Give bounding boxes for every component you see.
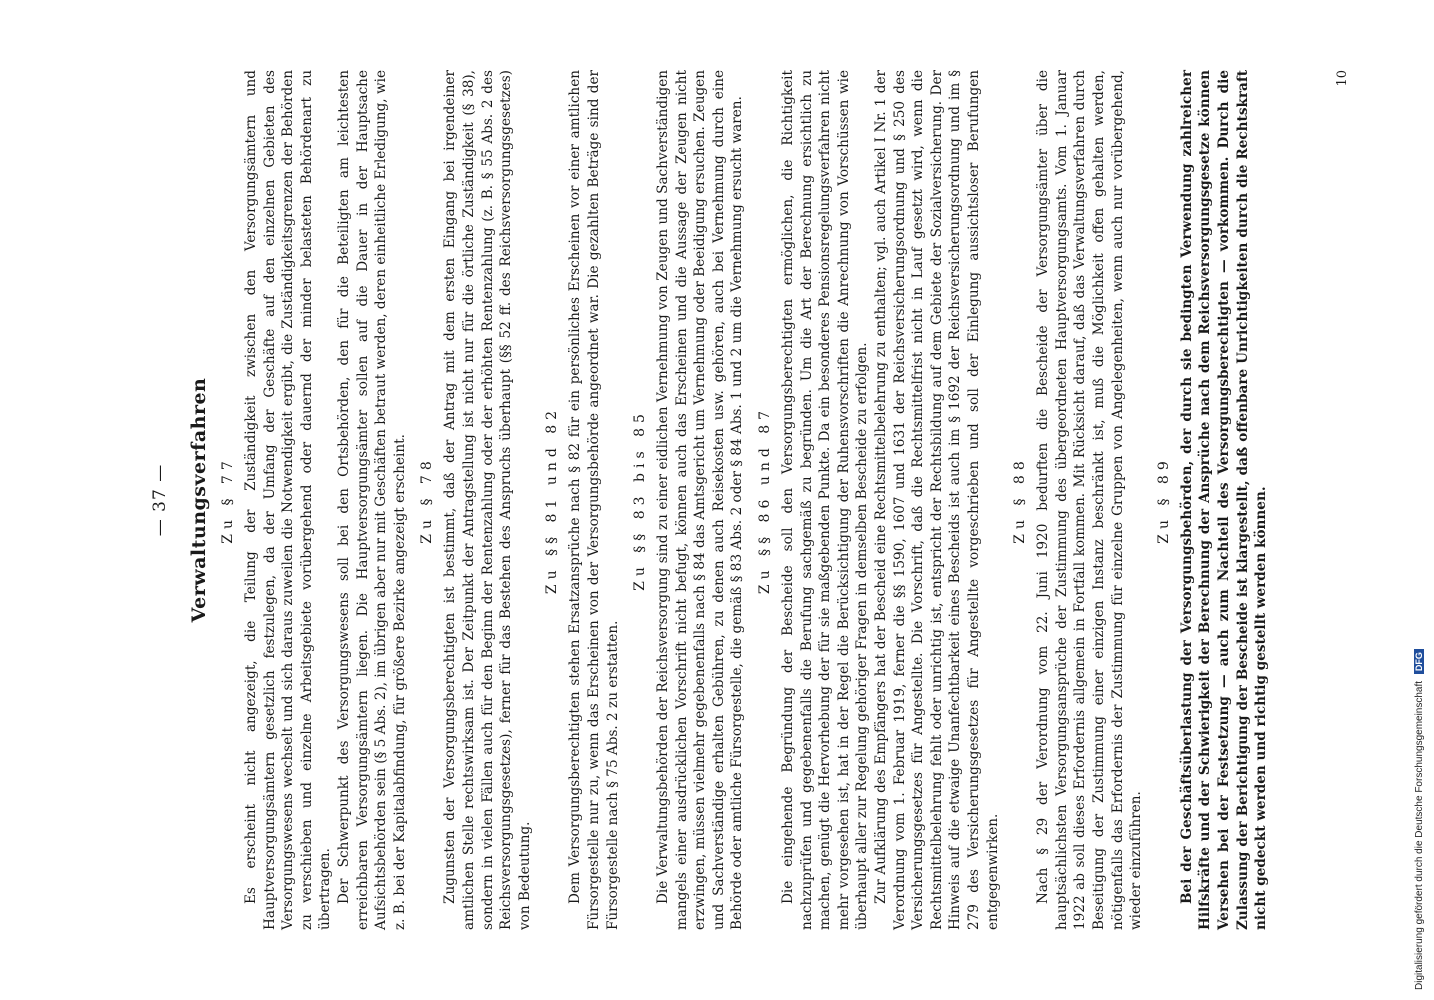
paragraph: Es erscheint nicht angezeigt, die Teilung der Zuständigkeit zwischen den Versorgungsämtern und Hauptversorgungsämtern gesetzlich festzulegen, da der Umfang der Geschäfte auf den einzelnen Gebieten des Versorgungswesens wechselt und sich daraus zuweilen die Notwendigkeit ergibt, die Zuständigkeitsgrenzen der Behörden zu verschieben und einzelne Arbeitsgebiete vorübergehend oder dauernd der minder belasteten Behördenart zu übertragen. [243, 70, 334, 930]
section-title: Zu §§ 86 und 87 [757, 405, 774, 595]
section-89 [1156, 70, 1271, 930]
page-heading: Verwaltungsverfahren [188, 377, 210, 623]
document-page [150, 70, 1350, 930]
paragraph: Dem Versorgungsberechtigten stehen Ersatzansprüche nach § 82 für ein persönliches Erscheinen vor einer amtlichen Fürsorgestelle nur zu, wenn das Erscheinen von der Versorgungsbehörde angeordnet war. Die gezahlten Beträge sind der Fürsorgestelle nach § 75 Abs. 2 zu erstatten. [567, 70, 621, 930]
section-83-85 [632, 70, 747, 930]
section-77 [220, 70, 409, 930]
section-title: Zu § 89 [1155, 456, 1172, 544]
digitization-credit-text: Digitalisierung gefördert durch die Deutsche Forschungsgemeinschaft [1414, 680, 1425, 990]
digitization-credit [1414, 649, 1425, 990]
section-81-82 [544, 70, 622, 930]
paragraph: Die Verwaltungsbehörden der Reichsversorgung sind zu einer eidlichen Vernehmung von Zeugen und Sachverständigen mangels einer ausdrücklichen Vorschrift nicht befugt, können auch das Erscheinen und die Aussage der Zeugen nicht erzwingen, müssen vielmehr gegebenenfalls nach § 84 das Amtsgericht um Vernehmung oder Beeidigung ersuchen. Zeugen und Sachverständige erhalten Gebühren, zu denen auch Reisekosten usw. gehören, auch bei Vernehmung durch eine Behörde oder amtliche Fürsorgestelle, die gemäß § 83 Abs. 2 oder § 84 Abs. 1 und 2 um die Vernehmung ersucht waren. [655, 70, 746, 930]
section-title: Zu §§ 81 und 82 [544, 405, 561, 595]
page-number: — 37 — [150, 463, 170, 537]
paragraph: Nach § 29 der Verordnung vom 22. Juni 1920 bedurften die Bescheide der Versorgungsämter über die hauptsächlichsten Versorgungsansprüche der Zustimmung des übergeordneten Hauptversorgungsamts. Vom 1. Januar 1922 ab soll dieses Erfordernis allgemein in Fortfall kommen. Mit Rücksicht darauf, daß das Verwaltungsverfahren durch Beseitigung der Zustimmung einer einzigen Instanz beschränkt ist, muß die Möglichkeit offen gehalten werden, nötigenfalls das Erfordernis der Zustimmung für einzelne Gruppen von Angelegenheiten, wenn auch nur vorübergehend, wieder einzuführen. [1035, 70, 1145, 930]
section-86-87 [757, 70, 1002, 930]
dfg-logo: DFG [1414, 649, 1424, 674]
paragraph: Zur Aufklärung des Empfängers hat der Bescheid eine Rechtsmittelbelehrung zu enthalten; vgl. auch Artikel I Nr. 1 der Verordnung vom 1. Februar 1919, ferner die §§ 1590, 1607 und 1631 der Reichsversicherungsordnung und § 250 des Versicherungsgesetzes für Angestellte. Die Vorschrift, daß die Rechtsmittelfrist nicht in Lauf gesetzt wird, wenn die Rechtsmittelbelehrung fehlt oder unrichtig ist, entspricht der Rechtsbildung auf dem Gebiete der Sozialversicherung. Der Hinweis auf die etwaige Unanfechtbarkeit eines Bescheids ist auch im § 1692 der Reichsversicherungsordnung und im § 279 des Versicherungsgesetzes für Angestellte vorgeschrieben und soll der Einlegung aussichtsloser Berufungen entgegenwirken. [873, 70, 1001, 930]
section-title: Zu § 78 [419, 456, 436, 544]
section-title: Zu § 88 [1012, 456, 1029, 544]
section-title: Zu § 77 [220, 456, 236, 544]
section-title: Zu §§ 83 bis 85 [632, 409, 649, 591]
sheet-number: 10 [1335, 70, 1350, 87]
paragraph: Der Schwerpunkt des Versorgungswesens soll bei den Ortsbehörden, den für die Beteiligten am leichtesten erreichbaren Versorgungsämtern liegen. Die Hauptversorgungsämter sollen auf die Dauer in der Hauptsache Aufsichtsbehörden sein (§ 5 Abs. 2), im übrigen aber nur mit Geschäften betraut werden, deren einheitliche Erledigung, wie z. B. bei der Kapitalabfindung, für größere Bezirke angezeigt erscheint. [335, 70, 408, 930]
section-78 [419, 70, 534, 930]
paragraph: Bei der Geschäftsüberlastung der Versorgungsbehörden, der durch sie bedingten Verwendung zahlreicher Hilfskräfte und der Schwierigkeit der Berechnung der Ansprüche nach dem Reichsversorgungsgesetze können Versehen bei der Festsetzung — auch zum Nachteil des Versorgungsberechtigten — vorkommen. Durch die Zulassung der Berichtigung der Bescheide ist klargestellt, daß offenbare Unrichtigkeiten durch die Rechtskraft nicht gedeckt werden und richtig gestellt werden können. [1178, 70, 1270, 930]
section-88 [1012, 70, 1146, 930]
paragraph: Die eingehende Begründung der Bescheide soll den Versorgungsberechtigten ermöglichen, die Richtigkeit nachzuprüfen und gegebenenfalls die Berufung sachgemäß zu begründen. Um die Art der Berechnung ersichtlich zu machen, genügt die Hervorhebung der für sie maßgebenden Punkte. Da ein besonderes Pensionsregelungsverfahren nicht mehr vorgesehen ist, hat in der Regel die Berücksichtigung der Ruhensvorschriften die Anrechnung von Vorschüssen wie überhaupt aller zur Regelung gehöriger Fragen in demselben Bescheide zu erfolgen. [780, 70, 871, 930]
paragraph: Zugunsten der Versorgungsberechtigten ist bestimmt, daß der Antrag mit dem ersten Eingang bei irgendeiner amtlichen Stelle rechtswirksam ist. Der Zeitpunkt der Antragstellung ist nicht nur für die örtliche Zuständigkeit (§ 38), sondern in vielen Fällen auch für den Beginn der Rentenzahlung oder der erhöhten Rentenzahlung (z. B. § 55 Abs. 2 des Reichsversorgungsgesetzes), ferner für das Bestehen des Anspruchs überhaupt (§§ 52 ff. des Reichsversorgungsgesetzes) von Bedeutung. [442, 70, 533, 930]
